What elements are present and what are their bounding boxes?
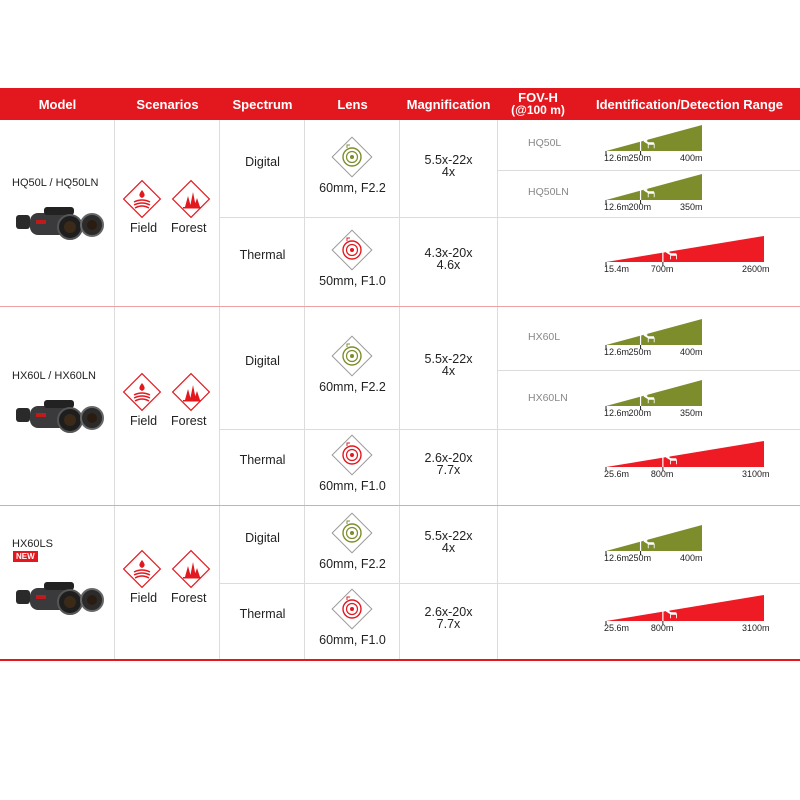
- drop-shape: [139, 560, 144, 568]
- range-wedge: [606, 236, 764, 262]
- ground-line: [183, 207, 201, 209]
- spectrum-label: Thermal: [239, 607, 286, 621]
- model-image: [8, 580, 108, 620]
- range-value-start: 15.4m: [604, 263, 630, 274]
- model-name: HX60LS: [12, 538, 53, 550]
- eyepiece-left: [16, 215, 30, 229]
- forest-icon: [172, 550, 210, 588]
- drop-shape: [139, 383, 144, 391]
- model-name: HQ50L / HQ50LN: [12, 177, 99, 189]
- brand-mark: [36, 220, 46, 224]
- range-value-end: 400m: [680, 552, 703, 563]
- magnification-range: 2.6x-20x: [424, 605, 473, 619]
- magnification-base: 4.6x: [436, 257, 461, 272]
- trees-shape: [185, 385, 200, 400]
- model-image: [8, 398, 108, 438]
- variant-label: HQ50LN: [528, 185, 569, 198]
- spectrum-label: Thermal: [239, 247, 286, 262]
- diamond-frame: [173, 550, 210, 587]
- range-value-mid: 800m: [650, 623, 674, 633]
- range-wedge: [606, 595, 764, 621]
- field-lines: [134, 393, 150, 401]
- field-lines: [134, 200, 150, 208]
- top-bridge: [44, 582, 74, 590]
- header-fov: [497, 88, 579, 120]
- magnification-range: 5.5x-22x: [424, 152, 473, 167]
- variant-label: HX60L: [528, 330, 561, 343]
- ground-line: [183, 400, 201, 402]
- variant-label: HQ50L: [528, 137, 562, 149]
- lens-spec: 60mm, F1.0: [319, 479, 386, 493]
- lens-corner: [347, 238, 350, 241]
- trees-shape: [185, 562, 200, 577]
- diamond-frame: [173, 374, 210, 411]
- magnification-base: 4x: [441, 540, 456, 555]
- header-range: Identification/Detection Range: [595, 96, 784, 112]
- range-value-start: 12.6m: [604, 346, 630, 357]
- spectrum-label: Digital: [245, 530, 280, 545]
- field-icon: [123, 180, 161, 218]
- diamond-frame: [124, 374, 161, 411]
- field-icon: [123, 550, 161, 588]
- model-name: HX60L / HX60LN: [12, 370, 96, 382]
- lens-spec: 50mm, F1.0: [319, 273, 386, 288]
- lens-icon: [330, 511, 374, 555]
- range-value-start: 12.6m: [604, 552, 630, 563]
- range-value-mid: 200m: [628, 407, 652, 418]
- lens-icon: [330, 587, 374, 631]
- header-fov-line1: FOV-H: [518, 90, 558, 105]
- brand-mark: [36, 413, 46, 417]
- magnification-range: 5.5x-22x: [424, 352, 473, 366]
- diamond-frame: [124, 181, 161, 218]
- forest-icon: [172, 373, 210, 411]
- lens-corner: [347, 521, 350, 524]
- lens-center: [350, 248, 354, 252]
- field-lines: [134, 570, 150, 578]
- top-bridge: [44, 400, 74, 408]
- lens-corner: [347, 443, 350, 446]
- range-value-start: 25.6m: [604, 469, 630, 479]
- lens-spec: 60mm, F2.2: [319, 380, 386, 394]
- lens-spec: 60mm, F2.2: [319, 556, 386, 571]
- lens-icon: [330, 433, 374, 477]
- lens-corner: [347, 145, 350, 148]
- lens-left-glass: [64, 221, 76, 233]
- range-value-end: 400m: [680, 346, 703, 357]
- ground-line: [183, 577, 201, 579]
- range-value-end: 3100m: [742, 623, 770, 633]
- scenario-field-label: Field: [130, 221, 158, 235]
- magnification-range: 5.5x-22x: [424, 528, 473, 543]
- forest-icon: [172, 180, 210, 218]
- table-header: [0, 88, 800, 120]
- header-magnification: Magnification: [406, 96, 491, 112]
- magnification-base: 4x: [441, 164, 456, 179]
- spectrum-label: Digital: [245, 154, 280, 169]
- lens-left-glass: [64, 596, 76, 608]
- lens-icon: [330, 135, 374, 179]
- lens-center: [350, 155, 354, 159]
- range-value-end: 3100m: [742, 469, 770, 479]
- header-scenarios: Scenarios: [136, 96, 199, 112]
- drop-shape: [139, 190, 144, 198]
- header-spectrum: Spectrum: [232, 96, 293, 112]
- range-value-start: 12.6m: [604, 201, 630, 212]
- range-value-mid: 700m: [650, 263, 674, 274]
- range-value-mid: 250m: [628, 552, 652, 563]
- top-bridge: [44, 207, 74, 215]
- lens-center: [350, 354, 354, 358]
- magnification-range: 2.6x-20x: [424, 451, 473, 465]
- range-value-mid: 250m: [628, 153, 652, 163]
- trees-shape: [185, 192, 200, 207]
- range-value-mid: 250m: [628, 346, 652, 357]
- spectrum-label: Thermal: [239, 453, 286, 467]
- range-value-end: 350m: [680, 407, 703, 418]
- lens-right-glass: [87, 595, 97, 605]
- diamond-frame: [124, 550, 161, 587]
- range-value-end: 400m: [680, 153, 703, 163]
- eyepiece-left: [16, 408, 30, 422]
- spectrum-label: Digital: [245, 354, 280, 368]
- lens-center: [350, 453, 354, 457]
- brand-mark: [36, 595, 46, 599]
- lens-center: [350, 607, 354, 611]
- variant-label: HX60LN: [528, 391, 568, 404]
- lens-center: [350, 531, 354, 535]
- lens-corner: [347, 597, 350, 600]
- range-value-mid: 200m: [628, 201, 652, 212]
- magnification-range: 4.3x-20x: [424, 245, 473, 260]
- lens-icon: [330, 228, 374, 272]
- lens-right-glass: [87, 220, 97, 230]
- lens-spec: 60mm, F1.0: [319, 633, 386, 647]
- model-image: [8, 205, 108, 245]
- range-wedge: [606, 441, 764, 467]
- scenario-forest-label: Forest: [171, 590, 207, 605]
- lens-icon: [330, 334, 374, 378]
- field-icon: [123, 373, 161, 411]
- scenario-forest-label: Forest: [171, 221, 207, 235]
- range-value-start: 25.6m: [604, 623, 630, 633]
- header-model: Model: [38, 96, 77, 112]
- scenario-field-label: Field: [130, 590, 158, 605]
- diamond-frame: [173, 181, 210, 218]
- magnification-base: 7.7x: [436, 463, 461, 477]
- magnification-base: 4x: [441, 364, 456, 378]
- scenario-field-label: Field: [130, 414, 158, 428]
- magnification-base: 7.7x: [436, 617, 461, 631]
- header-fov-line2: (@100 m): [511, 103, 565, 117]
- lens-left-glass: [64, 414, 76, 426]
- range-value-start: 12.6m: [604, 153, 630, 163]
- range-value-end: 350m: [680, 201, 703, 212]
- header-lens: Lens: [337, 96, 368, 112]
- lens-spec: 60mm, F2.2: [319, 180, 386, 195]
- range-value-end: 2600m: [742, 263, 770, 274]
- eyepiece-left: [16, 590, 30, 604]
- range-value-start: 12.6m: [604, 407, 630, 418]
- new-badge: NEW: [13, 551, 38, 562]
- scenario-forest-label: Forest: [171, 414, 207, 428]
- lens-corner: [347, 344, 350, 347]
- range-value-mid: 800m: [650, 469, 674, 479]
- lens-right-glass: [87, 413, 97, 423]
